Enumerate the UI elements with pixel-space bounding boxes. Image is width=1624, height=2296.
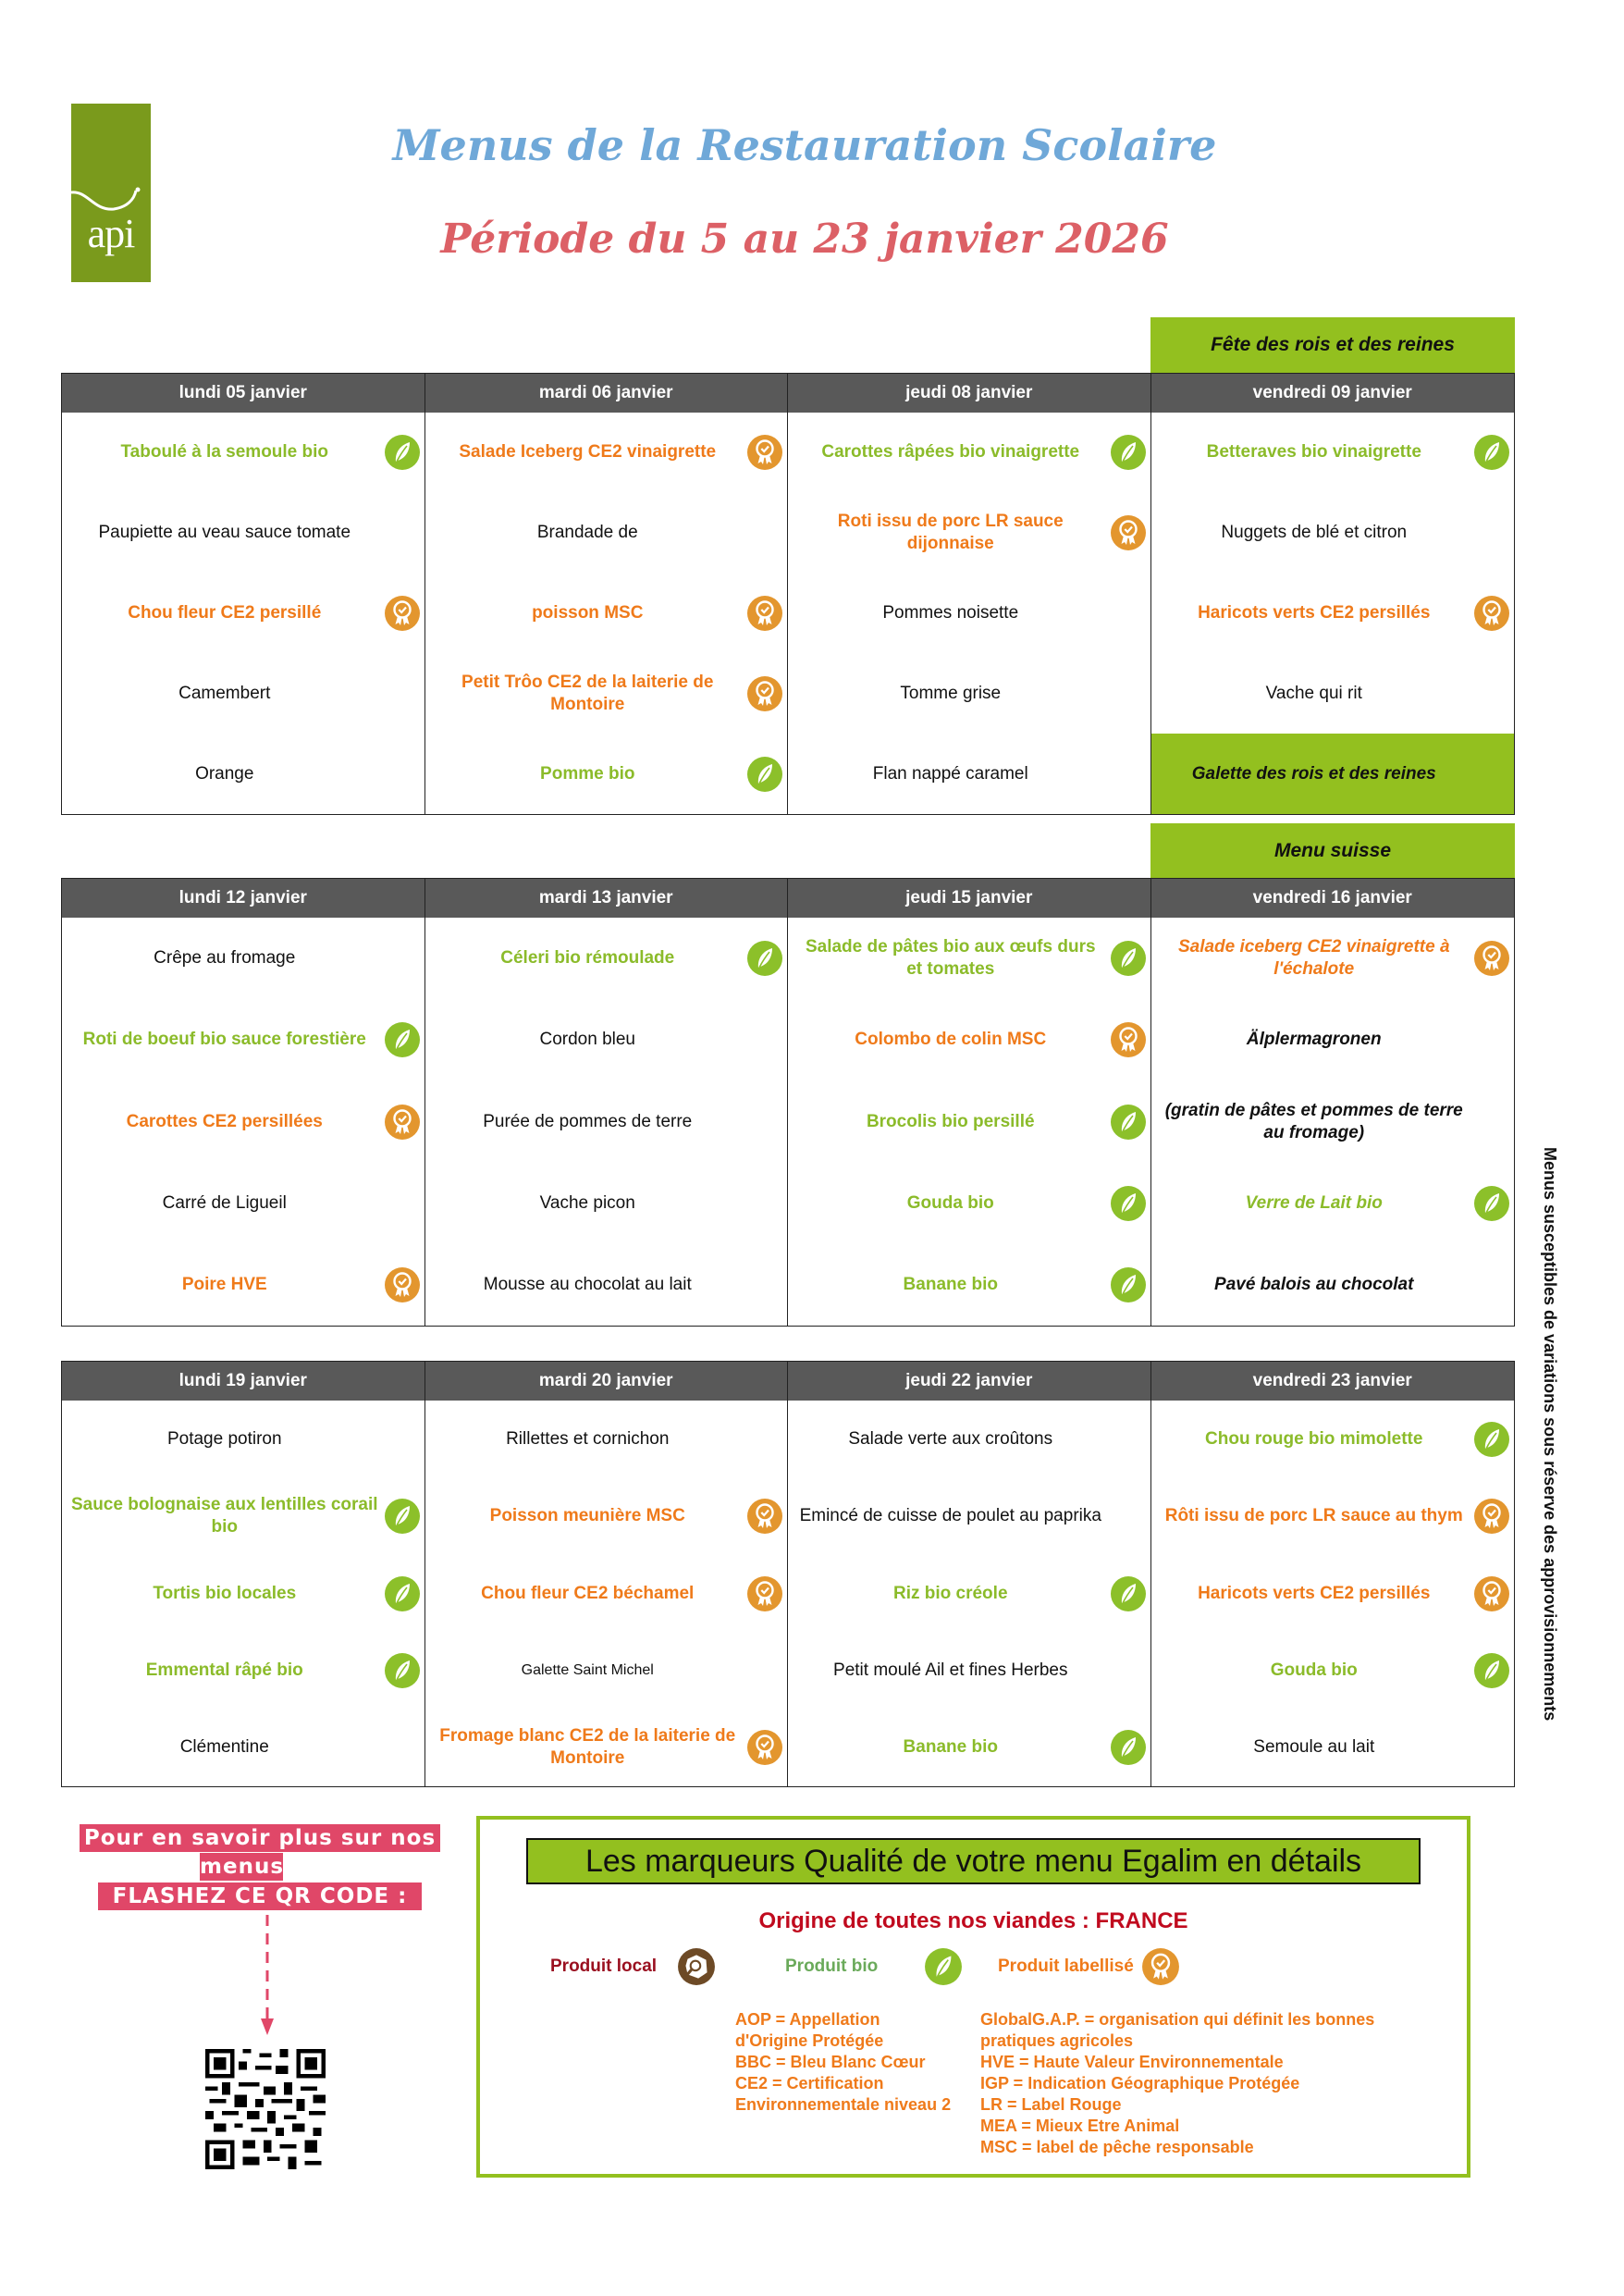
theme-banner: Fête des rois et des reines (1150, 317, 1515, 373)
menu-item (788, 734, 1150, 814)
menu-item (1151, 1555, 1515, 1632)
qr-prompt-line-2: menus, (200, 1855, 293, 1879)
menu-item-label: Riz bio créole (892, 1583, 1008, 1603)
menu-item-label: (gratin de pâtes et pommes de terre au fromage) (1164, 1100, 1463, 1142)
menu-item (425, 1163, 788, 1244)
menu-item (62, 734, 424, 814)
menu-item (425, 1477, 788, 1554)
menu-item-label: Brocolis bio persillé (866, 1111, 1035, 1131)
bio-leaf-icon (384, 1575, 421, 1612)
label-ribbon-icon (746, 1498, 783, 1535)
day-column (1151, 879, 1515, 1326)
menu-item (425, 1632, 788, 1709)
bio-leaf-icon (1473, 434, 1510, 471)
menu-item-label: Verre de Lait bio (1245, 1192, 1383, 1213)
menu-item-label: Chou fleur CE2 béchamel (481, 1583, 695, 1603)
menu-item (788, 1477, 1150, 1554)
label-ribbon-icon (384, 595, 421, 632)
menu-item-label: Paupiette au veau sauce tomate (98, 523, 351, 543)
menu-item-label: Salade iceberg CE2 vinaigrette à l'échalote (1177, 937, 1450, 980)
menu-item-label: Clémentine (179, 1737, 269, 1758)
day-header: jeudi 15 janvier (788, 879, 1150, 918)
bio-leaf-icon (1110, 1104, 1147, 1141)
menu-item-label: Galette Saint Michel (521, 1661, 654, 1678)
menu-item-label: Cordon bleu (539, 1030, 636, 1050)
day-column (425, 1362, 789, 1786)
menu-item-label: Emincé de cuisse de poulet au paprika (799, 1506, 1101, 1526)
abbreviation-line: AOP = Appellation (735, 2010, 880, 2029)
api-logo (71, 104, 151, 282)
menu-item (788, 1163, 1150, 1244)
menu-item (425, 918, 788, 999)
marker-bio-label: Produit bio (785, 1957, 879, 1976)
day-column (425, 374, 789, 814)
day-header: lundi 19 janvier (62, 1362, 424, 1401)
abbreviation-line: CE2 = Certification (735, 2074, 884, 2092)
menu-item-label: Roti issu de porc LR sauce dijonnaise (837, 512, 1064, 554)
abbreviation-line: BBC = Bleu Blanc Cœur (735, 2053, 926, 2071)
menu-item-label: Petit moulé Ail et fines Herbes (833, 1660, 1068, 1680)
day-column (62, 1362, 425, 1786)
bio-leaf-icon (1110, 940, 1147, 977)
menu-item (1151, 413, 1515, 493)
menu-item (788, 918, 1150, 999)
menu-item-label: Flan nappé caramel (872, 763, 1028, 784)
quality-legend-box (476, 1816, 1470, 2178)
menu-item (425, 1401, 788, 1477)
menu-table (61, 373, 1515, 815)
menu-item (788, 574, 1150, 654)
menu-item (1151, 1244, 1515, 1326)
menu-item (425, 413, 788, 493)
menu-item-label: Tomme grise (900, 683, 1002, 703)
menu-item (1151, 1401, 1515, 1477)
period-title: Période du 5 au 23 janvier 2026 (440, 216, 1169, 263)
menu-item (1151, 918, 1515, 999)
menu-item (788, 493, 1150, 574)
menu-item-label: Crêpe au fromage (154, 948, 296, 969)
menu-item (425, 1080, 788, 1162)
day-column (425, 879, 789, 1326)
menu-item-label: Carottes râpées bio vinaigrette (821, 442, 1080, 463)
menu-item (1151, 493, 1515, 574)
abbreviation-line: GlobalG.A.P. = organisation qui définit les bonnes (980, 2010, 1375, 2029)
label-ribbon-icon (746, 1729, 783, 1766)
menu-item (62, 1244, 424, 1326)
bio-leaf-icon (924, 1947, 963, 1986)
menu-item (62, 999, 424, 1080)
dashed-arrow-icon (261, 1915, 274, 2040)
menu-item-label: Poisson meunière MSC (489, 1506, 685, 1526)
label-ribbon-icon (384, 1104, 421, 1141)
menu-item-label: Camembert (178, 683, 271, 703)
bio-leaf-icon (1473, 1185, 1510, 1222)
abbreviations-left (735, 2009, 951, 2116)
abbreviation-line: Environnementale niveau 2 (735, 2095, 952, 2114)
menu-item (788, 1401, 1150, 1477)
menu-item-label: Orange (195, 763, 254, 784)
qr-section (80, 1824, 440, 2185)
menu-item (1151, 999, 1515, 1080)
logo-text: api (87, 211, 135, 256)
menu-item (1151, 734, 1515, 814)
day-column (1151, 374, 1515, 814)
menu-item-label: Carottes CE2 persillées (126, 1111, 323, 1131)
bio-leaf-icon (1110, 1729, 1147, 1766)
menu-item (62, 1080, 424, 1162)
menu-item-label: Purée de pommes de terre (483, 1111, 693, 1131)
menu-item (788, 1080, 1150, 1162)
menu-item (425, 1555, 788, 1632)
theme-banner: Menu suisse (1150, 823, 1515, 878)
bio-leaf-icon (1110, 1266, 1147, 1303)
qr-prompt-line-3: FLASHEZ CE QR CODE : (98, 1882, 422, 1910)
abbreviation-line: pratiques agricoles (980, 2031, 1134, 2050)
menu-item-label: Semoule au lait (1253, 1737, 1375, 1758)
marker-local-label: Produit local (550, 1957, 658, 1976)
day-column (788, 879, 1151, 1326)
day-column (788, 374, 1151, 814)
day-column (788, 1362, 1151, 1786)
bio-leaf-icon (1473, 1421, 1510, 1458)
label-ribbon-icon (1141, 1947, 1180, 1986)
day-column (62, 374, 425, 814)
bio-leaf-icon (384, 1652, 421, 1689)
bio-leaf-icon (384, 434, 421, 471)
menu-item-label: Banane bio (903, 1274, 998, 1294)
menu-item (1151, 1632, 1515, 1709)
label-ribbon-icon (1473, 595, 1510, 632)
day-header: mardi 13 janvier (425, 879, 788, 918)
day-header: jeudi 08 janvier (788, 374, 1150, 413)
menu-item (1151, 1710, 1515, 1786)
menu-item (788, 1555, 1150, 1632)
day-header: lundi 12 janvier (62, 879, 424, 918)
supply-disclaimer: Menus susceptibles de variations sous réserve des approvisionnements (1541, 1147, 1559, 1722)
bio-leaf-icon (746, 756, 783, 793)
label-ribbon-icon (746, 1575, 783, 1612)
menu-item-label: Chou fleur CE2 persillé (128, 602, 322, 623)
menu-item (425, 653, 788, 734)
menu-table (61, 1361, 1515, 1787)
menu-item-label: Petit Trôo CE2 de la laiterie de Montoire (461, 672, 714, 714)
menu-item (788, 999, 1150, 1080)
bio-leaf-icon (384, 1498, 421, 1535)
menu-item (425, 1710, 788, 1786)
menu-item-label: Chou rouge bio mimolette (1205, 1428, 1423, 1449)
abbreviation-line: LR = Label Rouge (980, 2095, 1122, 2114)
label-ribbon-icon (746, 434, 783, 471)
menu-item-label: Brandade de (536, 523, 638, 543)
menu-item (1151, 574, 1515, 654)
menu-item-label: Gouda bio (1270, 1660, 1358, 1680)
qr-prompt-line-1: Pour en savoir plus sur nos (80, 1824, 440, 1852)
menu-table (61, 878, 1515, 1327)
day-header: jeudi 22 janvier (788, 1362, 1150, 1401)
label-ribbon-icon (746, 675, 783, 712)
marker-bio (785, 1947, 963, 1986)
bio-leaf-icon (1473, 1652, 1510, 1689)
menu-item-label: Roti de boeuf bio sauce forestière (82, 1030, 366, 1050)
abbreviation-line: d'Origine Protégée (735, 2031, 884, 2050)
menu-item-label: Potage potiron (166, 1428, 282, 1449)
menu-item-label: Pavé balois au chocolat (1214, 1274, 1414, 1294)
menu-item-label: Vache picon (539, 1192, 635, 1213)
bio-leaf-icon (746, 940, 783, 977)
menu-item-label: Haricots verts CE2 persillés (1198, 1583, 1431, 1603)
menu-item (62, 1710, 424, 1786)
menu-item-label: Salade de pâtes bio aux œufs durs et tomates (805, 937, 1096, 980)
day-header: mardi 06 janvier (425, 374, 788, 413)
day-column (1151, 1362, 1515, 1786)
day-header: vendredi 09 janvier (1151, 374, 1515, 413)
meat-origin-note: Origine de toutes nos viandes : FRANCE (758, 1908, 1188, 1933)
abbreviations-right (980, 2009, 1374, 2158)
menu-item (788, 413, 1150, 493)
label-ribbon-icon (1473, 1575, 1510, 1612)
legend-title: Les marqueurs Qualité de votre menu Egalim en détails (526, 1838, 1421, 1884)
menu-item (62, 1477, 424, 1554)
menu-item (62, 1163, 424, 1244)
menu-item (425, 493, 788, 574)
bio-leaf-icon (1110, 1185, 1147, 1222)
menu-item-label: Rillettes et cornichon (506, 1428, 670, 1449)
qr-code[interactable] (203, 2049, 328, 2169)
menu-item (425, 1244, 788, 1326)
menu-item (62, 1401, 424, 1477)
menu-item-label: Nuggets de blé et citron (1221, 523, 1408, 543)
menu-item-label: Carré de Ligueil (162, 1192, 287, 1213)
menu-item-label: Céleri bio rémoulade (500, 948, 675, 969)
abbreviation-line: MSC = label de pêche responsable (980, 2138, 1254, 2156)
menu-item-label: Salade Iceberg CE2 vinaigrette (459, 442, 717, 463)
menu-item (1151, 1163, 1515, 1244)
local-france-icon (677, 1947, 716, 1986)
label-ribbon-icon (746, 595, 783, 632)
day-header: vendredi 16 janvier (1151, 879, 1515, 918)
marker-labelled-label: Produit labellisé (998, 1957, 1134, 1976)
menu-item-label: Emmental râpé bio (145, 1660, 303, 1680)
menu-item-label: Poire HVE (181, 1274, 267, 1294)
menu-item-label: Pomme bio (540, 763, 635, 784)
menu-item-label: poisson MSC (532, 602, 644, 623)
bio-leaf-icon (1110, 434, 1147, 471)
menu-item-label: Gouda bio (906, 1192, 994, 1213)
menu-item (62, 574, 424, 654)
menu-item-label: Betteraves bio vinaigrette (1206, 442, 1421, 463)
menu-item (62, 1632, 424, 1709)
menu-item (62, 1555, 424, 1632)
menu-item-label: Rôti issu de porc LR sauce au thym (1164, 1506, 1463, 1526)
bio-leaf-icon (1110, 1575, 1147, 1612)
menu-item (1151, 653, 1515, 734)
menu-item-label: Tortis bio locales (153, 1583, 297, 1603)
menu-item-label: Banane bio (903, 1737, 998, 1758)
label-ribbon-icon (1473, 1498, 1510, 1535)
menu-item-label: Fromage blanc CE2 de la laiterie de Montoire (439, 1726, 736, 1769)
menu-item-label: Salade verte aux croûtons (848, 1428, 1053, 1449)
label-ribbon-icon (384, 1266, 421, 1303)
menu-item (788, 1244, 1150, 1326)
day-header: lundi 05 janvier (62, 374, 424, 413)
menu-item (1151, 1477, 1515, 1554)
menu-item-label: Colombo de colin MSC (855, 1030, 1047, 1050)
menu-item (62, 653, 424, 734)
day-header: mardi 20 janvier (425, 1362, 788, 1401)
label-ribbon-icon (1110, 1021, 1147, 1058)
menu-item (425, 574, 788, 654)
menu-item-label: Älplermagronen (1246, 1030, 1382, 1050)
abbreviation-line: IGP = Indication Géographique Protégée (980, 2074, 1300, 2092)
page-title: Menus de la Restauration Scolaire (392, 120, 1217, 170)
abbreviation-line: HVE = Haute Valeur Environnementale (980, 2053, 1284, 2071)
marker-labelled (998, 1947, 1180, 1986)
day-header: vendredi 23 janvier (1151, 1362, 1515, 1401)
menu-item-label: Sauce bolognaise aux lentilles corail bio (70, 1495, 378, 1537)
marker-local (550, 1947, 716, 1986)
menu-item (788, 1632, 1150, 1709)
menu-item-label: Haricots verts CE2 persillés (1198, 602, 1431, 623)
menu-item-label: Vache qui rit (1265, 683, 1362, 703)
menu-item (62, 918, 424, 999)
menu-item (425, 734, 788, 814)
menu-item-label: Pommes noisette (882, 602, 1019, 623)
menu-item (788, 653, 1150, 734)
abbreviation-line: MEA = Mieux Etre Animal (980, 2117, 1180, 2135)
label-ribbon-icon (1473, 940, 1510, 977)
menu-item (62, 413, 424, 493)
menu-item (1151, 1080, 1515, 1162)
menu-item-label: Taboulé à la semoule bio (120, 442, 329, 463)
bio-leaf-icon (384, 1021, 421, 1058)
menu-item-label: Galette des rois et des reines (1191, 763, 1436, 784)
menu-item (62, 493, 424, 574)
menu-item (788, 1710, 1150, 1786)
day-column (62, 879, 425, 1326)
label-ribbon-icon (1110, 514, 1147, 551)
menu-item-label: Mousse au chocolat au lait (483, 1274, 692, 1294)
menu-item (425, 999, 788, 1080)
